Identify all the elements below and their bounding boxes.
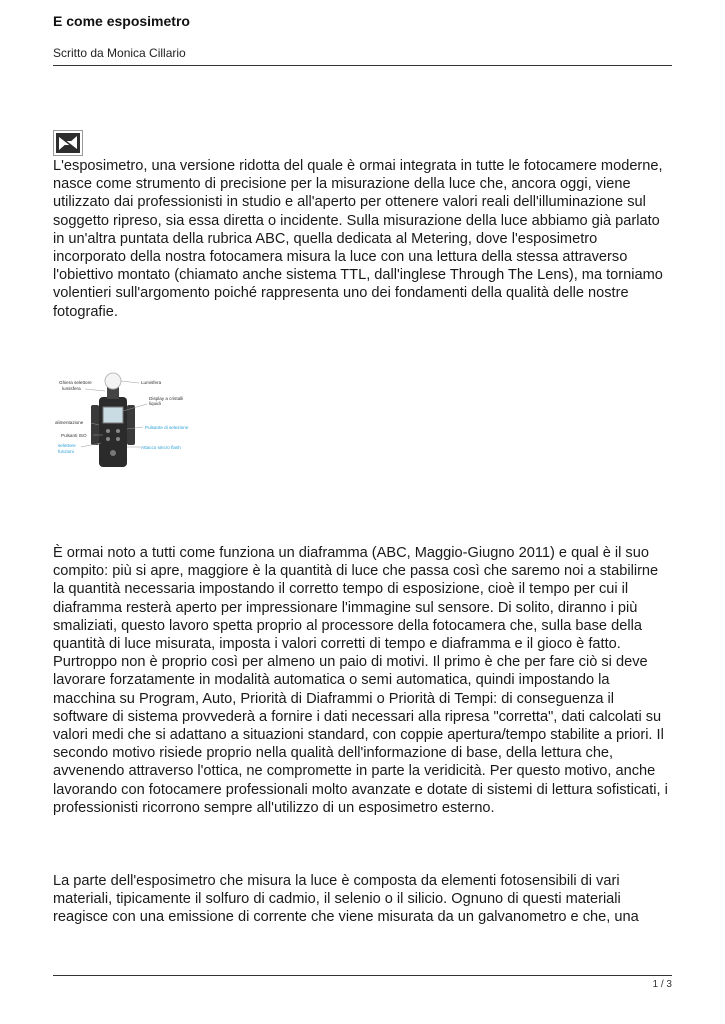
header-divider [53, 65, 672, 66]
label-lumisfera: Lumisfera [141, 380, 162, 385]
label-alimentazione: alimentazione [55, 420, 84, 425]
label-ghiera-selettore: Ghiera selettore [59, 380, 92, 385]
author-byline: Scritto da Monica Cillario [53, 46, 186, 60]
footer-divider [53, 975, 672, 976]
light-meter-device [91, 373, 135, 467]
label-attacco-flash: Attacco sincro flash [141, 445, 181, 450]
label-ghiera-selettore-line-2: lumisfera [62, 386, 81, 391]
label-display: Display a cristalli [149, 396, 184, 401]
label-selettore-funzioni: selettore [58, 443, 76, 448]
page-number: 1 / 3 [652, 979, 672, 990]
body-paragraph-3: La parte dell'esposimetro che misura la luce è composta da elementi fotosensibili di vari materiali, tipicamente il solfuro di cadmio, il selenio o il silicio. Ognuno di questi materiali reagisce con una emissione di corrente che viene misurata da un galvanometro e che, una [53, 873, 639, 926]
body-paragraph-1: L'esposimetro, una versione ridotta del quale è ormai integrata in tutte le fotocamere moderne, nasce come strumento di precisione per la misurazione della luce che, ancora oggi, viene utilizzato dai professionisti in studio e all'aperto per ottenere valori reali dell'illuminazione sul soggetto ripreso, sia essa diretta o incidente. Sulla misurazione della luce abbiamo già parlato in un'altra puntata della rubrica ABC, quella dedicata al Metering, dove l'esposimetro incorporato della nostra fotocamera misura la luce con una lettura della stessa attraverso l'obiettivo montato (chiamato anche sistema TTL, dall'inglese Through The Lens), ma torniamo volentieri sull'argomento poiché rappresenta uno dei fondamenti della qualità delle nostre fotografie. [53, 158, 663, 320]
light-meter-diagram [53, 367, 193, 473]
broken-image-icon [53, 130, 83, 156]
label-pulsante-selezione: Pulsante di selezione [145, 425, 189, 430]
label-display-line-2: liquidi [149, 401, 161, 406]
label-pulsanti-iso: Pulsanti ISO [61, 433, 87, 438]
page-title: E come esposimetro [53, 13, 190, 29]
body-paragraph-2: È ormai noto a tutti come funziona un diaframma (ABC, Maggio-Giugno 2011) e qual è il suo compito: più si apre, maggiore è la quantità di luce che passa così che saremo noi a stabilirne la quantità necessaria impostando il corretto tempo di esposizione, cioè il tempo per cui il diaframma resterà aperto per impressionare l'immagine sul sensore. Di solito, diranno i più smaliziati, questo lavoro spetta proprio al processore della fotocamera che, sulla base della quantità di luce misurata, imposta i valori corretti di tempo e diaframma e il gioco è fatto. Purtroppo non è proprio così per almeno un paio di motivi. Il primo è che per fare ciò si deve lavorare forzatamente in modalità automatica o semi automatica, quindi impostando la macchina su Program, Auto, Priorità di Diaframmi o Priorità di Tempi: di conseguenza il software di sistema provvederà a fornire i dati necessari alla ripresa "corretta", dati calcolati su valori medi che si adattano a situazioni standard, con coppie apertura/tempo stabilite a priori. Il secondo motivo risiede proprio nella qualità dell'informazione di base, della lettura che, avvenendo attraverso l'ottica, ne compromette in parte la veridicità. Per questo motivo, anche lavorando con fotocamere professionali molto avanzate e dotate di sistemi di lettura sofisticati, i professionisti ricorrono sempre all'utilizzo di un esposimetro esterno. [53, 545, 668, 816]
label-selettore-funzioni-line-2: funzioni [58, 449, 74, 454]
